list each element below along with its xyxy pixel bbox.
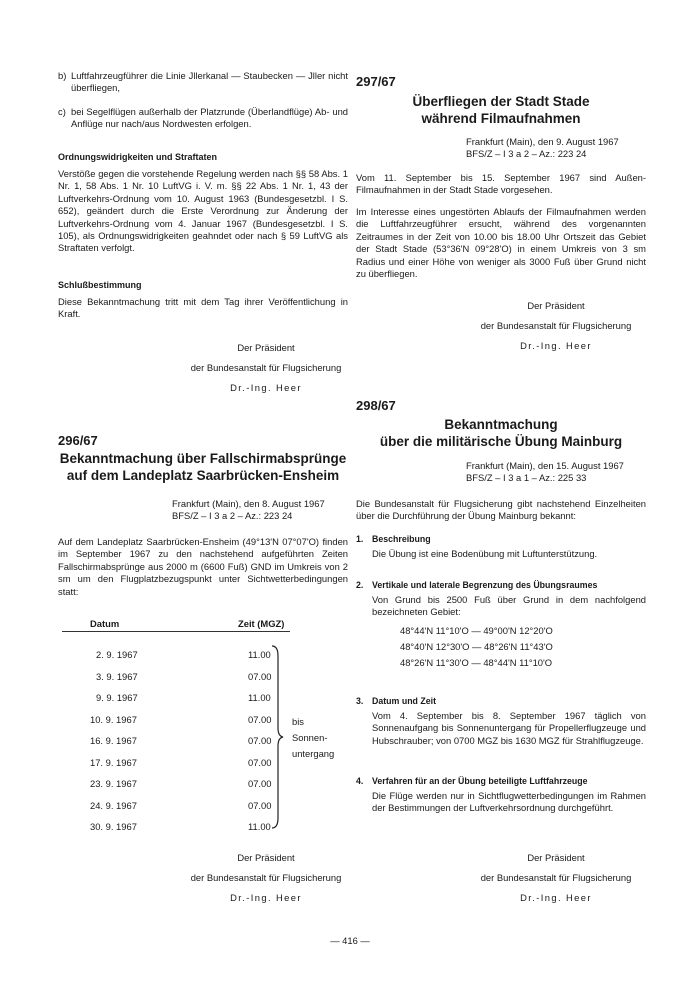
signature-block — [436, 852, 676, 904]
column-header-date: Datum — [62, 616, 238, 632]
signature-block — [436, 300, 676, 352]
schedule-table — [62, 616, 290, 838]
signature-institution: der Bundesanstalt für Flugsicherung — [190, 872, 342, 883]
page-number: — 416 — — [330, 935, 370, 946]
notice-title — [356, 93, 646, 127]
brace-label: bis — [292, 716, 304, 727]
date-line: Frankfurt (Main), den 9. August 1967 — [466, 136, 619, 147]
notice-intro: Die Bundesanstalt für Flugsicherung gibt nachstehend Einzelheiten über die Durchführung der Übung Mainburg bekannt: — [356, 498, 646, 522]
dateline — [172, 498, 325, 523]
signature-name: Dr.-Ing. Heer — [520, 340, 592, 351]
signature-block — [158, 852, 374, 904]
coordinate-list — [356, 623, 646, 671]
notice-title — [356, 416, 646, 450]
numbered-section — [356, 696, 646, 747]
section-text: Von Grund bis 2500 Fuß über Grund in dem nachfolgend bezeichneten Gebiet: — [372, 594, 646, 618]
table-row — [62, 687, 290, 709]
table-row — [62, 632, 290, 666]
coordinate-line: 48°44'N 11°10'O — 49°00'N 12°20'O — [400, 624, 553, 636]
section-heading: Ordnungswidrigkeiten und Straftaten — [58, 152, 218, 162]
signature-institution: der Bundesanstalt für Flugsicherung — [190, 362, 342, 373]
cell-date: 24. 9. 1967 — [90, 799, 137, 811]
table-row — [62, 709, 290, 731]
cell-date: 2. 9. 1967 — [96, 649, 138, 661]
item-text: bei Segelflügen außerhalb der Platzrunde (Überlandflüge) Ab- und Anflüge nur nach/aus Nordwesten erfolgen. — [71, 106, 348, 130]
section-text: Vom 4. September bis 8. September 1967 täglich von Sonnenaufgang bis Sonnenuntergang für Propellerflugzeuge und Hubschrauber; von 0700 MGZ bis 1630 MGZ für Strahlflugzeuge. — [372, 710, 646, 746]
coordinate-line: 48°40'N 12°30'O — 48°26'N 11°43'O — [400, 640, 553, 652]
dateline — [466, 136, 619, 161]
signature-title: Der Präsident — [527, 852, 585, 863]
notice-body: Im Interesse eines ungestörten Ablaufs der Filmaufnahmen werden die Luftfahrzeugführer ersucht, während des vorgenannten Zeitraumes in der Zeit von 10.00 bis 18.00 Uhr Ortszeit das Gebiet der Stadt Stade (53°36'N 09°28'O) in einem Umkreis von 3 sm Radius und einer Höhe von weniger als 3000 Fuß über Grund nicht zu überfliegen. — [356, 206, 646, 280]
signature-title: Der Präsident — [237, 852, 295, 863]
notice-body: Auf dem Landeplatz Saarbrücken-Ensheim (49°13'N 07°07'O) finden im September 1967 zu den nachstehend aufgeführten Zeiten Fallschirmabsprünge aus 2000 m (6600 Fuß) GND im Umkreis von 2 sm um den Flugplatzbezugspunkt unter Sichtwetterbedingungen statt: — [58, 536, 348, 597]
section-heading: Beschreibung — [372, 534, 431, 544]
notice-number: 298/67 — [356, 398, 396, 413]
section-heading: Schlußbestimmung — [58, 280, 142, 290]
item-label: c) — [58, 106, 66, 117]
brace-label: Sonnen- — [292, 732, 328, 743]
signature-institution: der Bundesanstalt für Flugsicherung — [480, 872, 632, 883]
item-label: b) — [58, 70, 67, 81]
cell-time: 07.00 — [248, 670, 272, 682]
table-row — [62, 752, 290, 774]
signature-institution: der Bundesanstalt für Flugsicherung — [480, 320, 632, 331]
cell-date: 3. 9. 1967 — [96, 670, 138, 682]
numbered-section — [356, 776, 646, 815]
numbered-section — [356, 534, 646, 560]
section-heading: Datum und Zeit — [372, 696, 437, 706]
signature-name: Dr.-Ing. Heer — [230, 892, 302, 903]
date-line: Frankfurt (Main), den 8. August 1967 — [172, 498, 325, 509]
notice-number: 296/67 — [58, 433, 98, 448]
section-heading: Verfahren für an der Übung beteiligte Luftfahrzeuge — [372, 776, 588, 786]
brace-icon — [270, 644, 284, 830]
column-header-time: Zeit (MGZ) — [238, 616, 290, 632]
cell-date: 23. 9. 1967 — [90, 778, 137, 790]
numbered-section — [356, 580, 646, 671]
notice-body: Vom 11. September bis 15. September 1967 sind Außen-Filmaufnahmen in der Stadt Stade vorgesehen. — [356, 172, 646, 196]
notice-number: 297/67 — [356, 74, 396, 89]
title-line: auf dem Landeplatz Saarbrücken-Ensheim — [66, 468, 340, 483]
signature-name: Dr.-Ing. Heer — [520, 892, 592, 903]
cell-time: 07.00 — [248, 735, 272, 747]
section-number: 3. — [356, 696, 364, 706]
cell-time: 11.00 — [248, 821, 271, 833]
coordinate-line: 48°26'N 11°30'O — 48°44'N 11°10'O — [400, 656, 553, 668]
section-heading: Vertikale und laterale Begrenzung des Übungsraumes — [372, 580, 598, 590]
section-number: 2. — [356, 580, 364, 590]
cell-time: 11.00 — [248, 692, 271, 704]
signature-name: Dr.-Ing. Heer — [230, 382, 302, 393]
section-text: Verstöße gegen die vorstehende Regelung werden nach §§ 58 Abs. 1 Nr. 1, 58 Abs. 1 Nr. 10 LuftVG i. V. m. §§ 22 Abs. 1 Nr. 1, 43 der Luftverkehrs-Ordnung vom 10. August 1963 (Bundesgesetzbl. I S. 652), geändert durch die Erste Verordnung zur Änderung der Luftverkehrs-Ordnung vom 4. Januar 1967 (Bundesgesetzbl. I S. 105), als Ordnungswidrigkeiten geahndet oder nach § 59 LuftVG als Straftaten verfolgt. — [58, 168, 348, 254]
signature-block — [158, 342, 374, 394]
title-line: über die militärische Übung Mainburg — [379, 434, 623, 449]
section-text: Die Flüge werden nur in Sichtflugwetterbedingungen im Rahmen der Bestimmungen der Luftverkehrsordnung durchgeführt. — [372, 790, 646, 814]
section-text: Diese Bekanntmachung tritt mit dem Tag ihrer Veröffentlichung in Kraft. — [58, 296, 348, 320]
table-row — [62, 816, 290, 838]
list-item — [58, 106, 348, 131]
reference-line: BFS/Z – I 3 a 2 – Az.: 223 24 — [466, 148, 587, 160]
section-number: 4. — [356, 776, 364, 786]
cell-date: 10. 9. 1967 — [90, 713, 137, 725]
cell-time: 07.00 — [248, 799, 272, 811]
cell-date: 17. 9. 1967 — [90, 756, 137, 768]
cell-time: 07.00 — [248, 778, 272, 790]
date-line: Frankfurt (Main), den 15. August 1967 — [466, 460, 624, 471]
list-item — [58, 70, 348, 95]
table-row — [62, 666, 290, 688]
cell-time: 11.00 — [248, 649, 271, 661]
cell-date: 30. 9. 1967 — [90, 821, 137, 833]
section-text: Die Übung ist eine Bodenübung mit Luftunterstützung. — [372, 548, 598, 559]
reference-line: BFS/Z – I 3 a 1 – Az.: 225 33 — [466, 472, 587, 484]
title-line: Bekanntmachung — [444, 417, 558, 432]
cell-time: 07.00 — [248, 756, 272, 768]
item-text: Luftfahrzeugführer die Linie Jllerkanal — Staubecken — Jller nicht überfliegen, — [71, 70, 348, 94]
cell-date: 9. 9. 1967 — [96, 692, 138, 704]
signature-title: Der Präsident — [527, 300, 585, 311]
dateline — [466, 460, 624, 485]
schedule-table-wrap — [62, 616, 348, 838]
cell-time: 07.00 — [248, 713, 272, 725]
table-row — [62, 730, 290, 752]
brace-label: untergang — [292, 748, 335, 759]
table-row — [62, 795, 290, 817]
title-line: Bekanntmachung über Fallschirmabsprünge — [59, 451, 347, 466]
title-line: während Filmaufnahmen — [421, 111, 581, 126]
notice-title — [58, 450, 348, 484]
signature-title: Der Präsident — [237, 342, 295, 353]
title-line: Überfliegen der Stadt Stade — [412, 94, 590, 109]
cell-date: 16. 9. 1967 — [90, 735, 137, 747]
table-row — [62, 773, 290, 795]
reference-line: BFS/Z – I 3 a 2 – Az.: 223 24 — [172, 510, 293, 522]
section-number: 1. — [356, 534, 364, 544]
